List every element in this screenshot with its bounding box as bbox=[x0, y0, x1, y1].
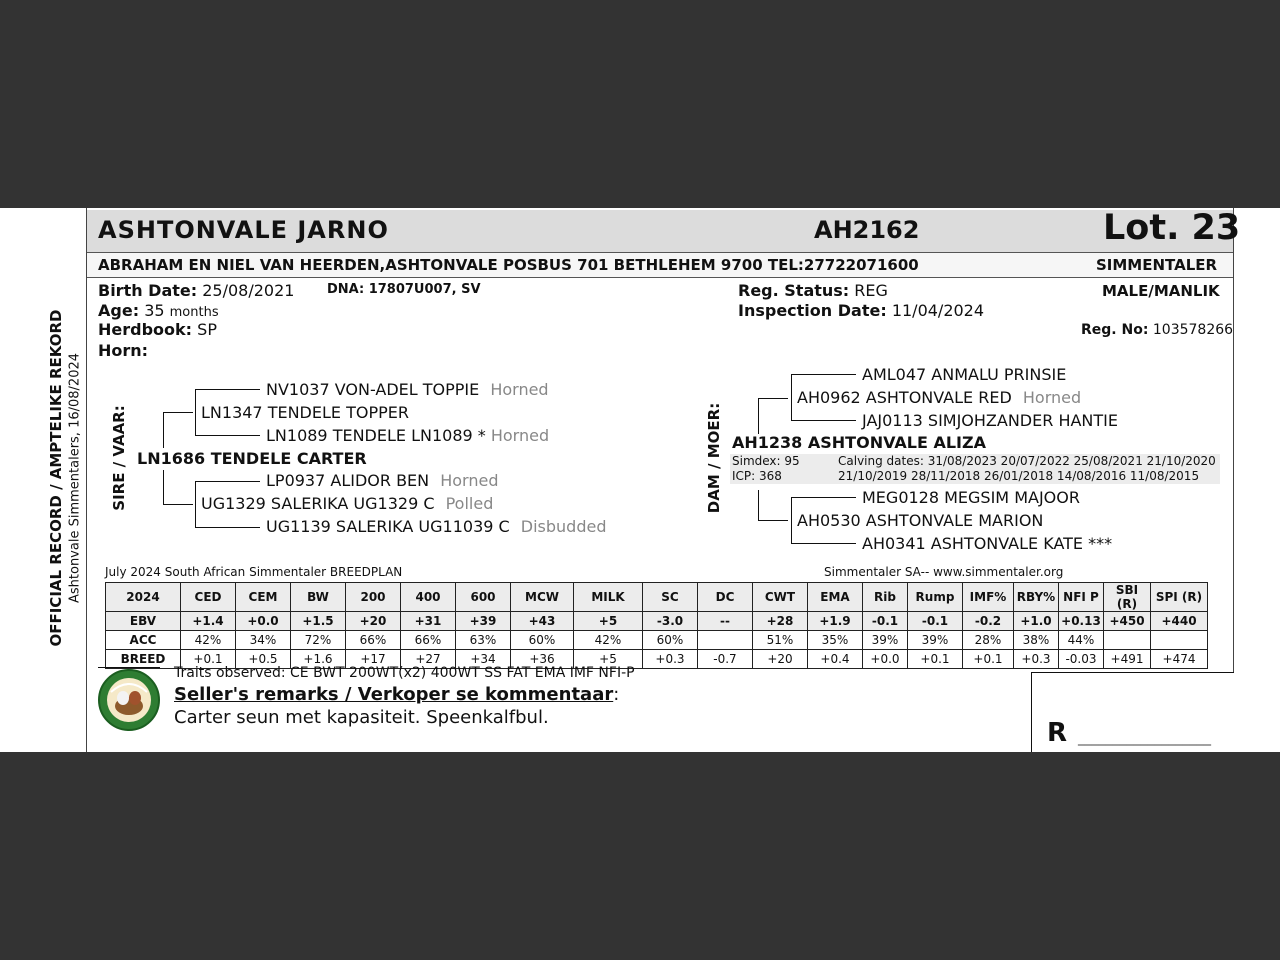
dam-sire-bracket bbox=[791, 374, 792, 420]
sire-dam-sire bbox=[266, 471, 498, 490]
breedplan-header-row-cell: SC bbox=[643, 583, 698, 612]
breedplan-row-ebv-cell: -0.1 bbox=[908, 612, 963, 631]
breedplan-row-breed-cell: +0.1 bbox=[181, 650, 236, 669]
breedplan-row-ebv-cell: +1.4 bbox=[181, 612, 236, 631]
simdex: Simdex: 95 bbox=[732, 454, 800, 468]
breedplan-row-breed-cell: +17 bbox=[346, 650, 401, 669]
breedplan-row-breed-cell: +0.3 bbox=[1014, 650, 1059, 669]
breedplan-row-breed-cell: +1.6 bbox=[291, 650, 346, 669]
price-box-top bbox=[1031, 672, 1234, 673]
dam-sire-bracket-bottom bbox=[791, 420, 856, 421]
age-value: 35 bbox=[144, 301, 165, 320]
card-right-border bbox=[1233, 208, 1234, 672]
reg-number bbox=[1081, 322, 1233, 338]
breedplan-row-acc-cell bbox=[698, 631, 753, 650]
sire-sire: LN1347 TENDELE TOPPER bbox=[201, 403, 409, 422]
breedplan-row-acc-cell: 34% bbox=[236, 631, 291, 650]
breedplan-website: Simmentaler SA-- www.simmentaler.org bbox=[824, 565, 1064, 579]
sire-dam-dam-horn: Disbudded bbox=[520, 517, 607, 536]
sire-dam-dam bbox=[266, 517, 607, 536]
breedplan-row-ebv-cell: -- bbox=[698, 612, 753, 631]
sire-dam-dam-name: UG1139 SALERIKA UG11039 C bbox=[266, 517, 510, 536]
breedplan-row-ebv-cell: +0.13 bbox=[1059, 612, 1104, 631]
breedplan-row-acc-cell: 66% bbox=[401, 631, 456, 650]
dam-sire bbox=[797, 388, 1081, 407]
sire-dam-bracket bbox=[195, 481, 196, 527]
breedplan-row-breed-cell: +0.1 bbox=[908, 650, 963, 669]
breedplan-row-acc-cell: 63% bbox=[456, 631, 511, 650]
breedplan-header-row bbox=[106, 583, 1208, 612]
dam-sire-name: AH0962 ASHTONVALE RED bbox=[797, 388, 1012, 407]
dam-dam-bracket bbox=[791, 497, 792, 543]
sire-dam bbox=[201, 494, 493, 513]
breedplan-row-acc-cell: 72% bbox=[291, 631, 346, 650]
reg-status-value: REG bbox=[854, 281, 888, 300]
breedplan-header-row-cell: 400 bbox=[401, 583, 456, 612]
breedplan-header-row-cell: IMF% bbox=[963, 583, 1014, 612]
sire-dam-bracket-top bbox=[195, 481, 260, 482]
breedplan-row-breed-cell: -0.03 bbox=[1059, 650, 1104, 669]
breedplan-row-ebv-cell: +440 bbox=[1151, 612, 1208, 631]
breedplan-header-row-cell: BW bbox=[291, 583, 346, 612]
birth-date-label: Birth Date: bbox=[98, 281, 198, 300]
calving-dates-1: Calving dates: 31/08/2023 20/07/2022 25/08/2021 21/10/2020 bbox=[838, 454, 1216, 468]
animal-name: ASHTONVALE JARNO bbox=[98, 216, 389, 244]
breedplan-row-breed-cell: +0.1 bbox=[963, 650, 1014, 669]
animal-id: AH2162 bbox=[814, 216, 920, 244]
dam-name: AH1238 ASHTONVALE ALIZA bbox=[732, 433, 986, 452]
breedplan-row-breed-cell: +34 bbox=[456, 650, 511, 669]
sire-sire-bracket-top bbox=[195, 389, 260, 390]
breedplan-row-ebv-cell: +43 bbox=[511, 612, 574, 631]
breedplan-row-breed-cell: BREED bbox=[106, 650, 181, 669]
breedplan-row-breed-cell: +20 bbox=[753, 650, 808, 669]
breedplan-header-row-cell: Rump bbox=[908, 583, 963, 612]
breedplan-header-row-cell: 600 bbox=[456, 583, 511, 612]
breedplan-header-row-cell: SBI (R) bbox=[1104, 583, 1151, 612]
breedplan-header-row-cell: EMA bbox=[808, 583, 863, 612]
sire-sire-sire-name: NV1037 VON-ADEL TOPPIE bbox=[266, 380, 480, 399]
breedplan-row-acc-cell: 44% bbox=[1059, 631, 1104, 650]
price-prefix: R bbox=[1047, 718, 1068, 748]
breedplan-row-acc-cell: ACC bbox=[106, 631, 181, 650]
sire-name: LN1686 TENDELE CARTER bbox=[137, 449, 367, 468]
sire-dam-sire-horn: Horned bbox=[440, 471, 499, 490]
breedplan-row-ebv-cell: +1.5 bbox=[291, 612, 346, 631]
breedplan-row-acc-cell bbox=[1151, 631, 1208, 650]
breedplan-row-breed-cell: +5 bbox=[574, 650, 643, 669]
remarks-label: Seller's remarks / Verkoper se kommentaar bbox=[174, 684, 614, 705]
breedplan-row-ebv bbox=[106, 612, 1208, 631]
dam-dam-dam: AH0341 ASHTONVALE KATE *** bbox=[862, 534, 1113, 553]
breedplan-row-ebv-cell: +0.0 bbox=[236, 612, 291, 631]
breedplan-header-row-cell: MILK bbox=[574, 583, 643, 612]
breedplan-row-ebv-cell: +5 bbox=[574, 612, 643, 631]
dam-dam-bracket-top bbox=[791, 497, 856, 498]
dam-bracket-upper-h bbox=[758, 398, 788, 399]
sire-dam-name: UG1329 SALERIKA UG1329 C bbox=[201, 494, 435, 513]
lot-card bbox=[0, 208, 1280, 752]
icp: ICP: 368 bbox=[732, 469, 782, 483]
breedplan-row-acc-cell: 60% bbox=[511, 631, 574, 650]
breedplan-header-row-cell: 200 bbox=[346, 583, 401, 612]
breedplan-row-ebv-cell: +1.0 bbox=[1014, 612, 1059, 631]
sire-bracket-lower-h bbox=[163, 504, 193, 505]
sire-dam-sire-name: LP0937 ALIDOR BEN bbox=[266, 471, 430, 490]
lot-number: Lot. 23 bbox=[1103, 208, 1241, 248]
breedplan-row-acc-cell: 66% bbox=[346, 631, 401, 650]
breedplan-row-acc-cell: 38% bbox=[1014, 631, 1059, 650]
breedplan-row-breed-cell: +474 bbox=[1151, 650, 1208, 669]
breedplan-row-acc-cell: 39% bbox=[908, 631, 963, 650]
breedplan-row-breed-cell: +0.3 bbox=[643, 650, 698, 669]
breedplan-row-acc-cell: 28% bbox=[963, 631, 1014, 650]
breedplan-header-row-cell: 2024 bbox=[106, 583, 181, 612]
sire-dam-horn: Polled bbox=[445, 494, 494, 513]
sire-sire-bracket bbox=[195, 389, 196, 435]
calving-dates-2: 21/10/2019 28/11/2018 26/01/2018 14/08/2016 11/08/2015 bbox=[838, 469, 1200, 483]
breedplan-row-ebv-cell: +28 bbox=[753, 612, 808, 631]
breedplan-row-acc-cell bbox=[1104, 631, 1151, 650]
breedplan-row-ebv-cell: +39 bbox=[456, 612, 511, 631]
sire-sire-dam-name: LN1089 TENDELE LN1089 * bbox=[266, 426, 486, 445]
reg-status-label: Reg. Status: bbox=[738, 281, 850, 300]
sire-bracket-upper-h bbox=[163, 412, 193, 413]
record-source-label: Ashtonvale Simmentalers, 16/08/2024 bbox=[67, 352, 83, 604]
breedplan-row-acc bbox=[106, 631, 1208, 650]
dam-bracket-lower-h bbox=[758, 520, 788, 521]
reg-number-label: Reg. No: bbox=[1081, 322, 1149, 338]
breedplan-row-ebv-cell: -3.0 bbox=[643, 612, 698, 631]
inspection-date-value: 11/04/2024 bbox=[891, 301, 985, 320]
breedplan-row-breed-cell: +27 bbox=[401, 650, 456, 669]
sire-sire-sire bbox=[266, 380, 549, 399]
breedplan-header-row-cell: Rib bbox=[863, 583, 908, 612]
remarks-text: Carter seun met kapasiteit. Speenkalfbul. bbox=[174, 707, 549, 728]
breedplan-header-row-cell: CEM bbox=[236, 583, 291, 612]
breedplan-row-ebv-cell: +20 bbox=[346, 612, 401, 631]
breedplan-header-row-cell: RBY% bbox=[1014, 583, 1059, 612]
official-record-label: OFFICIAL RECORD / AMPTELIKE REKORD bbox=[47, 309, 65, 647]
sire-bracket-upper bbox=[163, 412, 164, 448]
sire-label: SIRE / VAAR: bbox=[110, 405, 128, 511]
inspection-date bbox=[738, 301, 984, 320]
reg-number-value: 103578266 bbox=[1152, 322, 1234, 338]
sire-bracket-lower bbox=[163, 470, 164, 504]
simmentaler-logo bbox=[97, 668, 161, 736]
breedplan-row-acc-cell: 42% bbox=[574, 631, 643, 650]
breedplan-row-ebv-cell: -0.2 bbox=[963, 612, 1014, 631]
horn-label: Horn: bbox=[98, 341, 149, 360]
breedplan-row-ebv-cell: +31 bbox=[401, 612, 456, 631]
sire-sire-bracket-bottom bbox=[195, 435, 260, 436]
card-left-border bbox=[86, 208, 87, 752]
breed-label: SIMMENTALER bbox=[1096, 256, 1218, 274]
dam-dam-bracket-bottom bbox=[791, 543, 856, 544]
sire-sire-sire-horn: Horned bbox=[490, 380, 549, 399]
sex-label: MALE/MANLIK bbox=[1102, 282, 1220, 300]
breedplan-row-acc-cell: 35% bbox=[808, 631, 863, 650]
dam-sire-dam: JAJ0113 SIMJOHZANDER HANTIE bbox=[862, 411, 1118, 430]
owner-address: ABRAHAM EN NIEL VAN HEERDEN,ASHTONVALE POSBUS 701 BETHLEHEM 9700 TEL:27722071600 bbox=[98, 256, 919, 274]
dam-bracket-upper bbox=[758, 398, 759, 434]
breedplan-table bbox=[105, 582, 1208, 669]
dna-info: DNA: 17807U007, SV bbox=[327, 282, 481, 297]
remarks-heading bbox=[174, 684, 619, 705]
breedplan-header-row-cell: MCW bbox=[511, 583, 574, 612]
breedplan-row-breed-cell: +491 bbox=[1104, 650, 1151, 669]
dam-label: DAM / MOER: bbox=[705, 402, 723, 514]
breedplan-row-breed-cell: +0.5 bbox=[236, 650, 291, 669]
breedplan-row-ebv-cell: +450 bbox=[1104, 612, 1151, 631]
sire-sire-dam-horn: Horned bbox=[490, 426, 550, 445]
breedplan-row-breed-cell: +0.0 bbox=[863, 650, 908, 669]
breedplan-row-breed-cell: +36 bbox=[511, 650, 574, 669]
breedplan-header-row-cell: CED bbox=[181, 583, 236, 612]
age-label: Age: bbox=[98, 301, 140, 320]
sire-dam-bracket-bottom bbox=[195, 527, 260, 528]
herdbook bbox=[98, 320, 217, 339]
remarks-colon: : bbox=[613, 684, 620, 705]
breedplan-header-row-cell: DC bbox=[698, 583, 753, 612]
traits-observed: Traits observed: CE BWT 200WT(x2) 400WT SS FAT EMA IMF NFI-P bbox=[174, 665, 635, 681]
breedplan-row-breed-cell: +0.4 bbox=[808, 650, 863, 669]
dam-dam: AH0530 ASHTONVALE MARION bbox=[797, 511, 1044, 530]
dam-sire-bracket-top bbox=[791, 374, 856, 375]
breedplan-row-breed-cell: -0.7 bbox=[698, 650, 753, 669]
dam-bracket-lower bbox=[758, 490, 759, 520]
sire-sire-dam bbox=[266, 426, 549, 445]
breedplan-header-row-cell: NFI P bbox=[1059, 583, 1104, 612]
price-box-left bbox=[1031, 672, 1032, 752]
breedplan-row-ebv-cell: -0.1 bbox=[863, 612, 908, 631]
breedplan-row-acc-cell: 39% bbox=[863, 631, 908, 650]
age bbox=[98, 301, 219, 320]
breedplan-row-acc-cell: 42% bbox=[181, 631, 236, 650]
birth-date bbox=[98, 281, 294, 300]
breedplan-header-row-cell: CWT bbox=[753, 583, 808, 612]
price-line: ___________________ bbox=[1078, 730, 1211, 746]
herdbook-label: Herdbook: bbox=[98, 320, 193, 339]
dam-dam-sire: MEG0128 MEGSIM MAJOOR bbox=[862, 488, 1080, 507]
herdbook-value: SP bbox=[197, 320, 217, 339]
breedplan-row-ebv-cell: +1.9 bbox=[808, 612, 863, 631]
dam-sire-sire: AML047 ANMALU PRINSIE bbox=[862, 365, 1067, 384]
breedplan-row-acc-cell: 51% bbox=[753, 631, 808, 650]
breedplan-row-ebv-cell: EBV bbox=[106, 612, 181, 631]
dam-sire-horn: Horned bbox=[1022, 388, 1082, 407]
age-unit: months bbox=[169, 305, 219, 320]
breedplan-header-row-cell: SPI (R) bbox=[1151, 583, 1208, 612]
breedplan-row-acc-cell: 60% bbox=[643, 631, 698, 650]
breedplan-caption: July 2024 South African Simmentaler BREEDPLAN bbox=[105, 565, 403, 579]
inspection-date-label: Inspection Date: bbox=[738, 301, 887, 320]
reg-status bbox=[738, 281, 888, 300]
birth-date-value: 25/08/2021 bbox=[202, 281, 295, 300]
